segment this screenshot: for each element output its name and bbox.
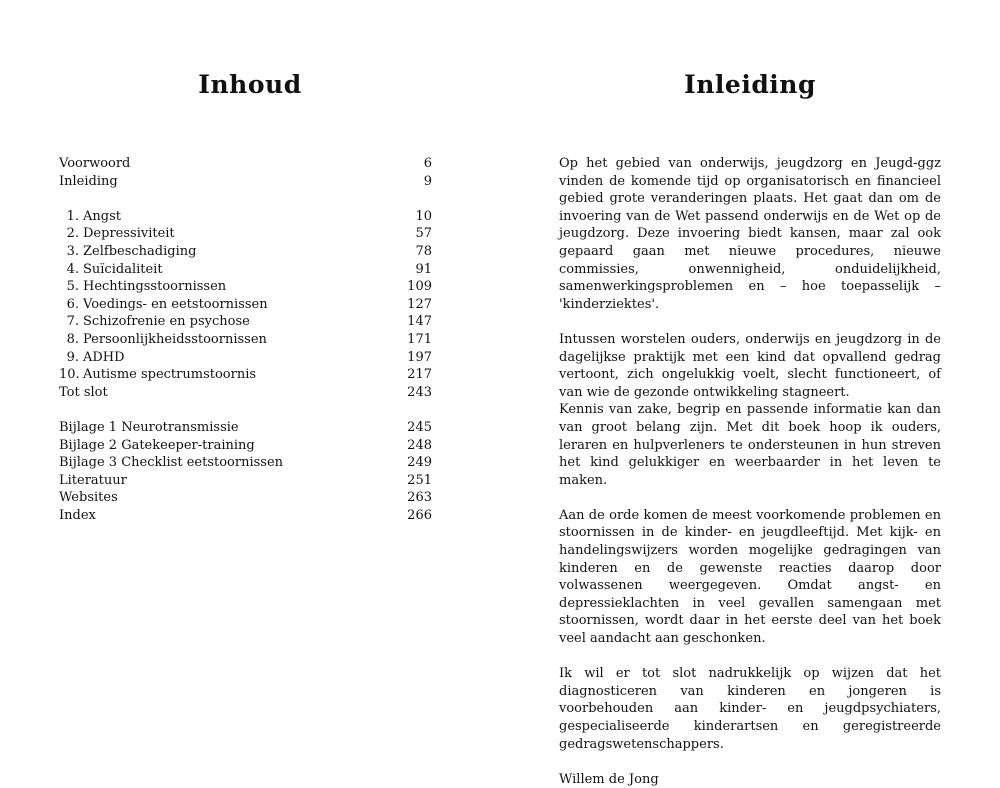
intro-title: Inleiding <box>684 70 816 99</box>
toc-page-number: 245 <box>407 419 432 435</box>
toc-label-text: Angst <box>83 208 121 224</box>
toc-label-text: Bijlage 3 Checklist eetstoornissen <box>59 455 284 471</box>
toc-chapter-number: 9. <box>66 349 79 365</box>
toc-label-text: Persoonlijkheidsstoornissen <box>83 331 267 347</box>
toc-page-number: 217 <box>407 367 432 383</box>
toc-entry <box>59 208 432 226</box>
toc-page-number: 6 <box>423 156 432 171</box>
author-signature: Willem de Jong <box>559 771 659 787</box>
toc-entry-label <box>59 454 283 472</box>
toc-entry <box>59 296 432 314</box>
toc-entry <box>59 331 432 349</box>
toc-label-text: Inleiding <box>59 173 118 189</box>
toc-label-text: Zelfbeschadiging <box>83 243 197 259</box>
intro-paragraph: Intussen worstelen ouders, onderwijs en jeugdzorg in de dagelijkse praktijk met een kind dat opvallend gedrag vertoont, zich ongelukkig voelt, slecht functioneert, of van wie de gezonde ontwikkeling stagneert. <box>559 331 941 400</box>
paragraph-spacer <box>559 489 941 507</box>
right-page <box>500 0 1000 787</box>
toc-page-number: 109 <box>407 279 432 295</box>
toc-spacer <box>59 401 432 419</box>
toc-chapter-number: 10. <box>59 367 80 383</box>
toc-entry <box>59 507 432 525</box>
toc-label-text: Hechtingsstoornissen <box>83 279 227 295</box>
toc-entry-label <box>59 331 267 349</box>
intro-paragraph: Aan de orde komen de meest voorkomende problemen en stoornissen in de kinder- en jeugdleeftijd. Met kijk- en handelingswijzers worden mogelijke gedragingen van kinderen en de gewenste reacties daarop door volwassenen weergegeven. Omdat angst- en depressieklachten in veel gevallen samengaan met stoornissen, wordt daar in het eerste deel van het boek veel aandacht aan geschonken. <box>559 507 941 647</box>
toc-page-number: 248 <box>407 437 432 453</box>
toc-entry-label <box>59 278 226 296</box>
toc-label-text: Autisme spectrumstoornis <box>83 367 257 383</box>
toc-entry-label <box>59 507 96 525</box>
toc-page-number: 91 <box>415 261 432 277</box>
paragraph-spacer <box>559 753 941 771</box>
toc-page-number: 57 <box>415 226 432 242</box>
toc-page-number: 249 <box>407 455 432 471</box>
left-page <box>0 0 500 778</box>
toc-label-text: Bijlage 2 Gatekeeper-training <box>59 437 255 453</box>
toc-page-number: 9 <box>423 173 432 189</box>
toc-entry <box>59 261 432 279</box>
toc-entry <box>59 489 432 507</box>
toc-chapter-number: 8. <box>66 331 79 347</box>
toc-page-number: 78 <box>415 243 432 259</box>
toc-entry <box>59 419 432 437</box>
toc-entry <box>59 349 432 367</box>
toc-label-text: Voedings- en eetstoornissen <box>83 296 268 312</box>
toc-chapter-number: 5. <box>66 279 79 295</box>
toc-entry <box>59 313 432 331</box>
toc-entry-label <box>59 472 127 490</box>
toc-page-number: 266 <box>407 507 432 523</box>
toc-entry <box>59 366 432 384</box>
toc-entry-label <box>59 261 163 279</box>
toc-entry-label <box>59 349 125 367</box>
toc-entry <box>59 173 432 191</box>
intro-paragraph: Op het gebied van onderwijs, jeugdzorg en Jeugd-ggz vinden de komende tijd op organisatorisch en financieel gebied grote veranderingen plaats. Het gaat dan om de invoering van de Wet passend onderwijs en de Wet op de jeugdzorg. Deze invoering biedt kansen, maar zal ook gepaard gaan met nieuwe procedures, nieuwe commissies, onwennigheid, onduidelijkheid, samenwerkingsproblemen en – hoe toepasselijk – 'kinderziektes'. <box>559 156 941 312</box>
toc-entry-label <box>59 225 175 243</box>
toc-entry-label <box>59 437 255 455</box>
toc-entry <box>59 243 432 261</box>
toc-entry <box>59 384 432 402</box>
toc-chapter-number: 3. <box>66 243 79 259</box>
toc-entry <box>59 155 432 173</box>
paragraph-spacer <box>559 313 941 331</box>
toc-label-text: Voorwoord <box>59 156 131 171</box>
intro-text <box>559 155 941 788</box>
toc-page-number: 263 <box>407 490 432 506</box>
toc-entry-label <box>59 296 268 314</box>
toc-entry <box>59 437 432 455</box>
toc-entry <box>59 225 432 243</box>
toc-label-text: Depressiviteit <box>83 226 175 242</box>
toc-page-number: 243 <box>407 384 432 400</box>
toc-spacer <box>59 190 432 208</box>
toc-entry-label <box>59 155 130 173</box>
intro-paragraph: Kennis van zake, begrip en passende informatie kan dan van groot belang zijn. Met dit boek hoop ik ouders, leraren en hulpverleners te ondersteunen in hun streven het kind gelukkiger en weerbaarder in het leven te maken. <box>559 402 941 488</box>
toc-page-number: 10 <box>415 208 432 224</box>
toc-page-number: 147 <box>407 314 432 330</box>
toc-entry-label <box>59 173 118 191</box>
toc-label-text: Tot slot <box>59 384 108 400</box>
toc-entry <box>59 454 432 472</box>
toc-entry-label <box>59 313 250 331</box>
toc-page-number: 197 <box>407 349 432 365</box>
paragraph-spacer <box>559 648 941 666</box>
toc-chapter-number: 2. <box>66 226 79 242</box>
toc-entry-label <box>59 366 256 384</box>
toc-entry-label <box>59 419 239 437</box>
toc-page-number: 251 <box>407 472 432 488</box>
toc-label-text: Literatuur <box>59 472 127 488</box>
toc-label-text: Websites <box>59 490 118 506</box>
toc-entry-label <box>59 384 108 402</box>
toc-entry <box>59 472 432 490</box>
toc-chapter-number: 7. <box>66 314 79 330</box>
intro-paragraph: Ik wil er tot slot nadrukkelijk op wijzen dat het diagnosticeren van kinderen en jongeren is voorbehouden aan kinder- en jeugdpsychiaters, gespecialiseerde kinderartsen en geregistreerde gedragswetenschappers. <box>559 666 941 752</box>
toc-entry <box>59 278 432 296</box>
toc-label-text: ADHD <box>83 349 125 365</box>
toc-chapter-number: 4. <box>66 261 79 277</box>
toc-chapter-number: 1. <box>66 208 79 224</box>
toc-entry-label <box>59 489 118 507</box>
toc-page-number: 171 <box>407 331 432 347</box>
toc-entry-label <box>59 243 196 261</box>
toc-chapter-number: 6. <box>66 296 79 312</box>
toc-label-text: Suïcidaliteit <box>83 261 163 277</box>
toc-entry-label <box>59 208 121 226</box>
toc-page-number: 127 <box>407 296 432 312</box>
toc-label-text: Schizofrenie en psychose <box>83 314 250 330</box>
toc-label-text: Bijlage 1 Neurotransmissie <box>59 419 239 435</box>
toc-label-text: Index <box>59 507 96 523</box>
toc-title: Inhoud <box>198 70 302 99</box>
table-of-contents <box>59 155 432 524</box>
